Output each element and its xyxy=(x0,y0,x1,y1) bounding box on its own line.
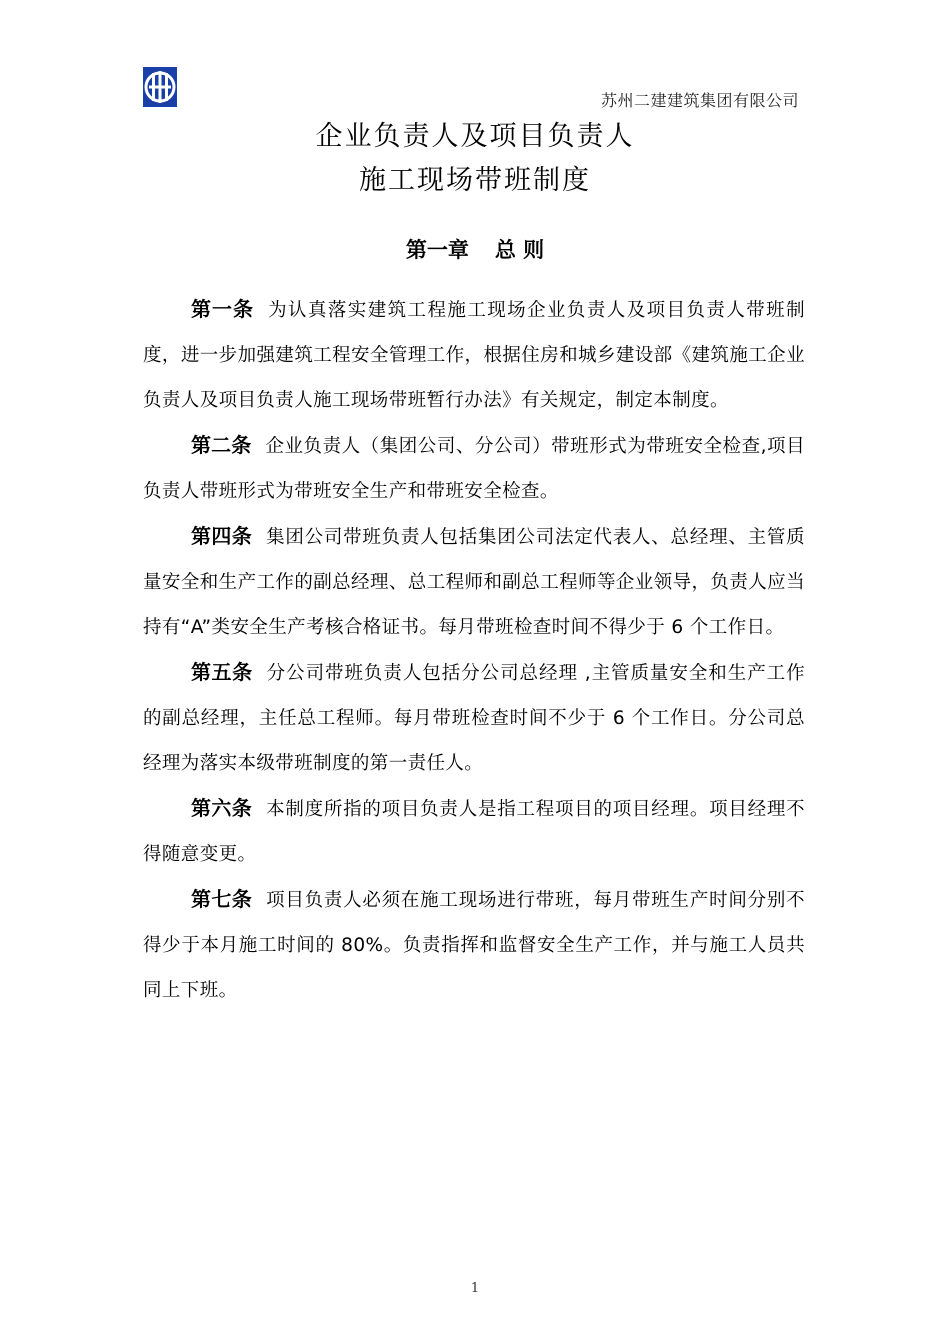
company-name: 苏州二建建筑集团有限公司 xyxy=(600,91,799,110)
article xyxy=(143,287,805,423)
article-text: 集团公司带班负责人包括集团公司法定代表人、总经理、主管质量安全和生产工作的副总经理、总工程师和副总工程师等企业领导，负责人应当持有“A”类安全生产考核合格证书。每月带班检查时间不得少于 6 个工作日。 xyxy=(143,527,806,638)
article-text: 本制度所指的项目负责人是指工程项目的项目经理。项目经理不得随意变更。 xyxy=(143,799,806,865)
article xyxy=(143,514,805,650)
article xyxy=(143,423,805,514)
article-text: 分公司带班负责人包括分公司总经理 ,主管质量安全和生产工作的副总经理，主任总工程师。每月带班检查时间不少于 6 个工作日。分公司总经理为落实本级带班制度的第一责任人。 xyxy=(143,663,806,774)
company-logo-icon xyxy=(143,67,177,107)
chapter-number: 第一章 xyxy=(405,238,469,262)
document-title-line-2: 施工现场带班制度 xyxy=(359,165,591,196)
article xyxy=(143,786,805,877)
article-list xyxy=(143,287,805,1013)
article-text: 项目负责人必须在施工现场进行带班，每月带班生产时间分别不得少于本月施工时间的 80%。负责指挥和监督安全生产工作，并与施工人员共同上下班。 xyxy=(143,890,806,1001)
article-label: 第一条 xyxy=(191,297,255,321)
article xyxy=(143,650,805,786)
article-label: 第七条 xyxy=(191,887,253,911)
chapter-heading xyxy=(0,234,950,264)
article-label: 第二条 xyxy=(191,433,252,457)
article xyxy=(143,877,805,1013)
article-text: 为认真落实建筑工程施工现场企业负责人及项目负责人带班制度，进一步加强建筑工程安全管理工作，根据住房和城乡建设部《建筑施工企业负责人及项目负责人施工现场带班暂行办法》有关规定，制定本制度。 xyxy=(143,300,805,411)
article-label: 第五条 xyxy=(191,660,253,684)
article-label: 第六条 xyxy=(191,796,253,820)
page-number: 1 xyxy=(470,1281,480,1296)
article-text: 企业负责人（集团公司、分公司）带班形式为带班安全检查,项目负责人带班形式为带班安全生产和带班安全检查。 xyxy=(143,436,805,502)
article-label: 第四条 xyxy=(191,524,253,548)
document-title-line-1: 企业负责人及项目负责人 xyxy=(315,121,635,152)
chapter-name: 总 则 xyxy=(494,238,545,262)
